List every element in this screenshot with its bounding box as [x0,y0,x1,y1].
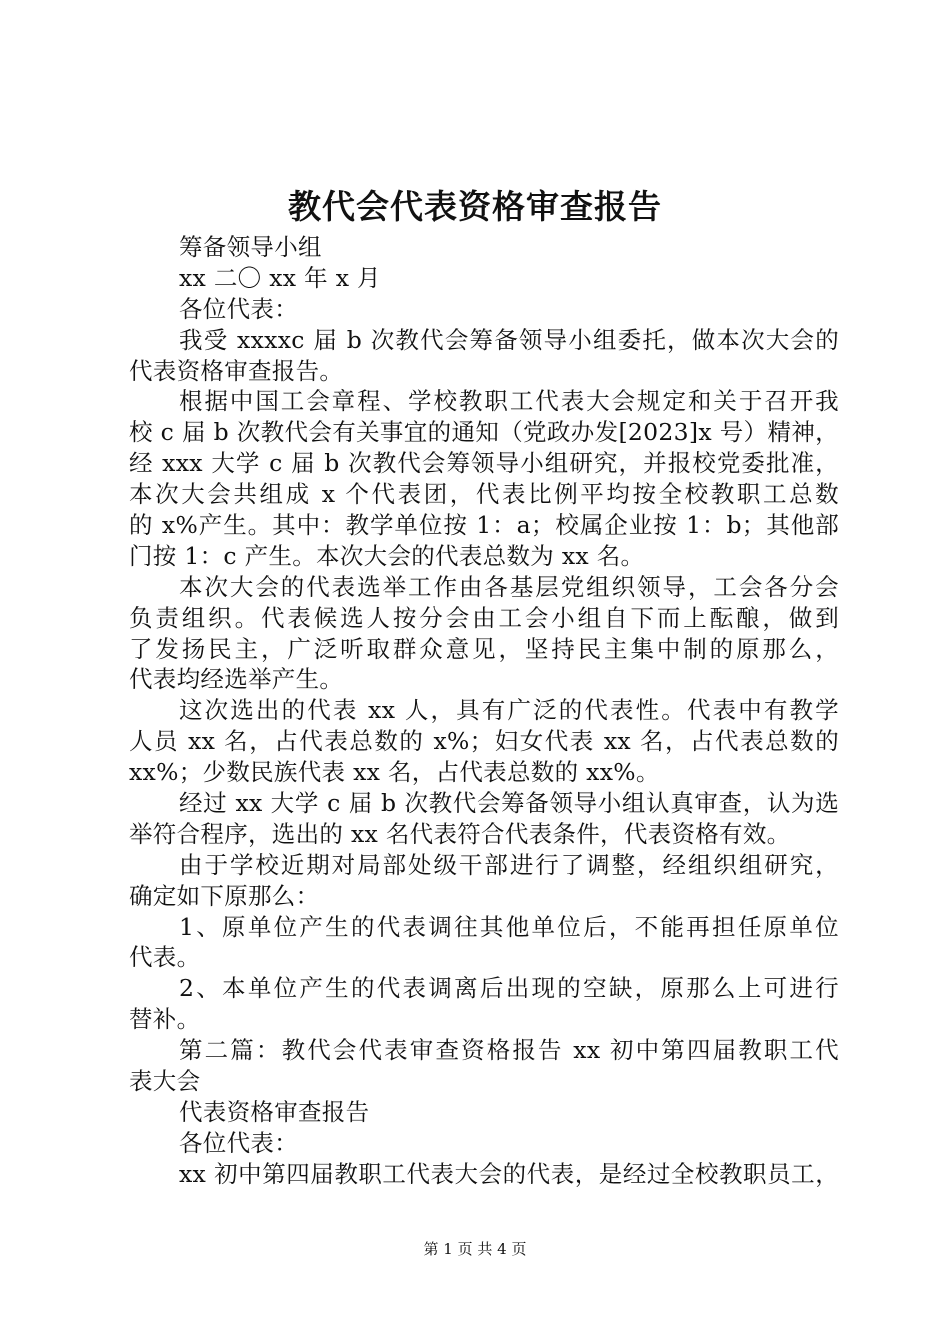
paragraph-line: 门按 1：c 产生。本次大会的代表总数为 xx 名。 [129,541,645,570]
paragraph-line: 我受 xxxxc 届 b 次教代会筹备领导小组委托，做本次大会的 [179,325,839,354]
paragraph-line: 代表资格审查报告。 [129,356,344,385]
paragraph-line: 代表资格审查报告 [179,1097,370,1126]
paragraph-line: 本次大会共组成 x 个代表团，代表比例平均按全校教职工总数 [129,480,839,509]
paragraph-line: xx 二〇 xx 年 x 月 [179,263,381,292]
paragraph-line: 确定如下原那么： [129,881,320,910]
paragraph-line: 人员 xx 名，占代表总数的 x%；妇女代表 xx 名，占代表总数的 [129,727,839,756]
paragraph-line: 经过 xx 大学 c 届 b 次教代会筹备领导小组认真审查，认为选 [179,789,839,818]
paragraph-line: 经 xxx 大学 c 届 b 次教代会筹领导小组研究，并报校党委批准， [129,449,839,478]
paragraph-line: 各位代表： [179,294,298,323]
paragraph-line: xx%；少数民族代表 xx 名，占代表总数的 xx%。 [129,758,660,787]
paragraph-line: 校 c 届 b 次教代会有关事宜的通知（党政办发[2023]x 号）精神， [129,418,839,447]
page-footer: 第 1 页 共 4 页 [423,1240,527,1258]
paragraph-line: xx 初中第四届教职工代表大会的代表，是经过全校教职员工， [179,1159,839,1188]
paragraph-line: 由于学校近期对局部处级干部进行了调整，经组织组研究， [179,850,839,879]
paragraph-line: 代表。 [129,943,201,972]
document-body [129,232,839,1190]
paragraph-line: 2、本单位产生的代表调离后出现的空缺，原那么上可进行 [179,974,839,1003]
paragraph-line: 的 x%产生。其中：教学单位按 1：a；校属企业按 1：b；其他部 [129,511,839,540]
paragraph-line: 筹备领导小组 [179,233,322,261]
paragraph-line: 根据中国工会章程、学校教职工代表大会规定和关于召开我 [179,387,839,416]
paragraph-line: 代表均经选举产生。 [129,665,344,694]
paragraph-line: 1、原单位产生的代表调往其他单位后，不能再担任原单位 [179,912,839,941]
paragraph-line: 替补。 [129,1005,201,1034]
paragraph-line: 表大会 [129,1067,201,1096]
paragraph-line: 这次选出的代表 xx 人，具有广泛的代表性。代表中有教学 [179,696,839,725]
paragraph-line: 负责组织。代表候选人按分会由工会小组自下而上酝酿，做到 [129,603,839,632]
paragraph-line: 各位代表： [179,1128,298,1157]
paragraph-line: 本次大会的代表选举工作由各基层党组织领导，工会各分会 [179,572,839,601]
document-title: 教代会代表资格审查报告 [288,187,662,226]
paragraph-line: 举符合程序，选出的 xx 名代表符合代表条件，代表资格有效。 [129,819,791,848]
paragraph-line: 第二篇：教代会代表审查资格报告 xx 初中第四届教职工代 [179,1036,839,1065]
paragraph-line: 了发扬民主，广泛听取群众意见，坚持民主集中制的原那么， [129,634,839,663]
